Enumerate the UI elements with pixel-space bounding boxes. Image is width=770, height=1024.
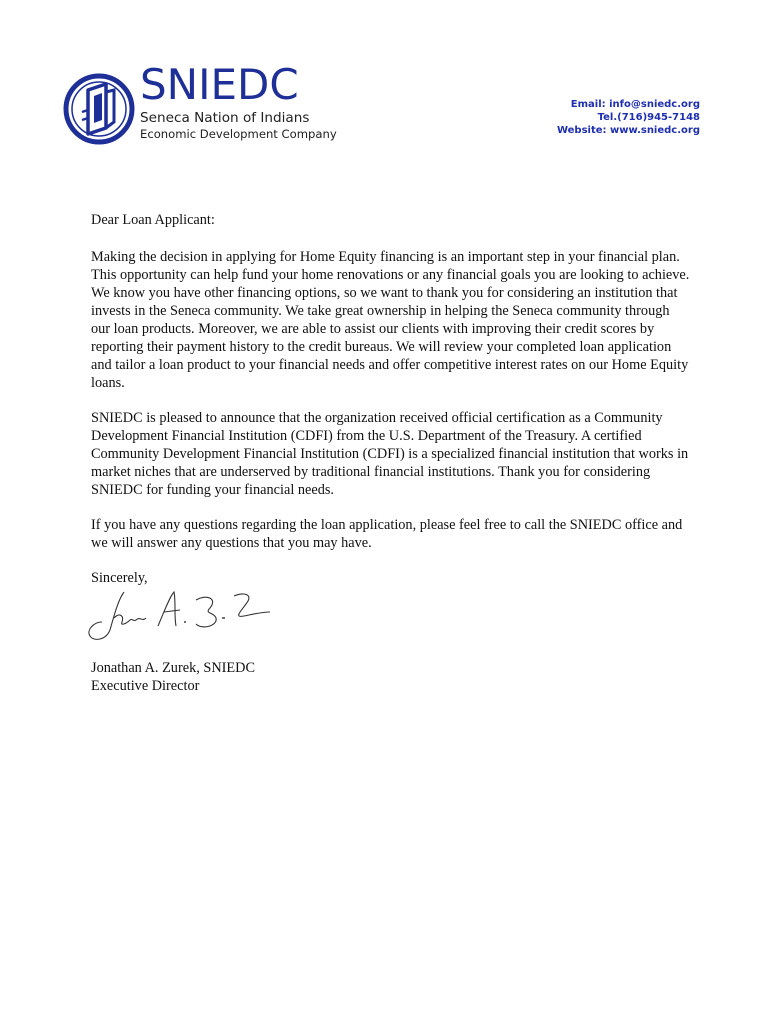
contact-block <box>557 98 700 137</box>
closing: Sincerely, <box>91 570 148 586</box>
paragraph-questions: If you have any questions regarding the loan application, please feel free to call the SNIEDC office and we will answer any questions that you may have. <box>91 517 683 551</box>
logo-subtitle-company: Economic Development Company <box>140 127 337 141</box>
sniedc-emblem-icon <box>62 72 136 146</box>
contact-tel: Tel.(716)945-7148 <box>597 112 700 123</box>
signature-block <box>91 659 255 695</box>
sniedc-logo <box>62 60 337 150</box>
salutation: Dear Loan Applicant: <box>91 212 215 228</box>
paragraph-cdfi: SNIEDC is pleased to announce that the organization received official certification as a Community Development Financial Institution (CDFI) from the U.S. Department of the Treasury. A certified Community Development Financial Institution (CDFI) is a specialized financial institution that works in market niches that are underserved by traditional financial institutions. Thank you for considering SNIEDC for funding your financial needs. <box>91 410 689 498</box>
signer-title: Executive Director <box>91 678 200 694</box>
contact-email[interactable]: Email: info@sniedc.org <box>570 99 700 110</box>
letter-body <box>91 211 691 587</box>
handwritten-signature <box>84 582 284 648</box>
signer-name: Jonathan A. Zurek, SNIEDC <box>91 660 255 676</box>
logo-wordmark: SNIEDC <box>140 60 299 109</box>
contact-website[interactable]: Website: www.sniedc.org <box>556 125 700 136</box>
logo-subtitle-nation: Seneca Nation of Indians <box>140 110 310 126</box>
paragraph-home-equity: Making the decision in applying for Home Equity financing is an important step in your financial plan. This opportunity can help fund your home renovations or any financial goals you are looking to achieve. We know you have other financing options, so we want to thank you for considering an institution that invests in the Seneca community. We take great ownership in helping the Seneca community through our loan products. Moreover, we are able to assist our clients with improving their credit scores by reporting their payment history to the credit bureaus. We will review your completed loan application and tailor a loan product to your financial needs and offer competitive interest rates on our Home Equity loans. <box>91 249 690 391</box>
